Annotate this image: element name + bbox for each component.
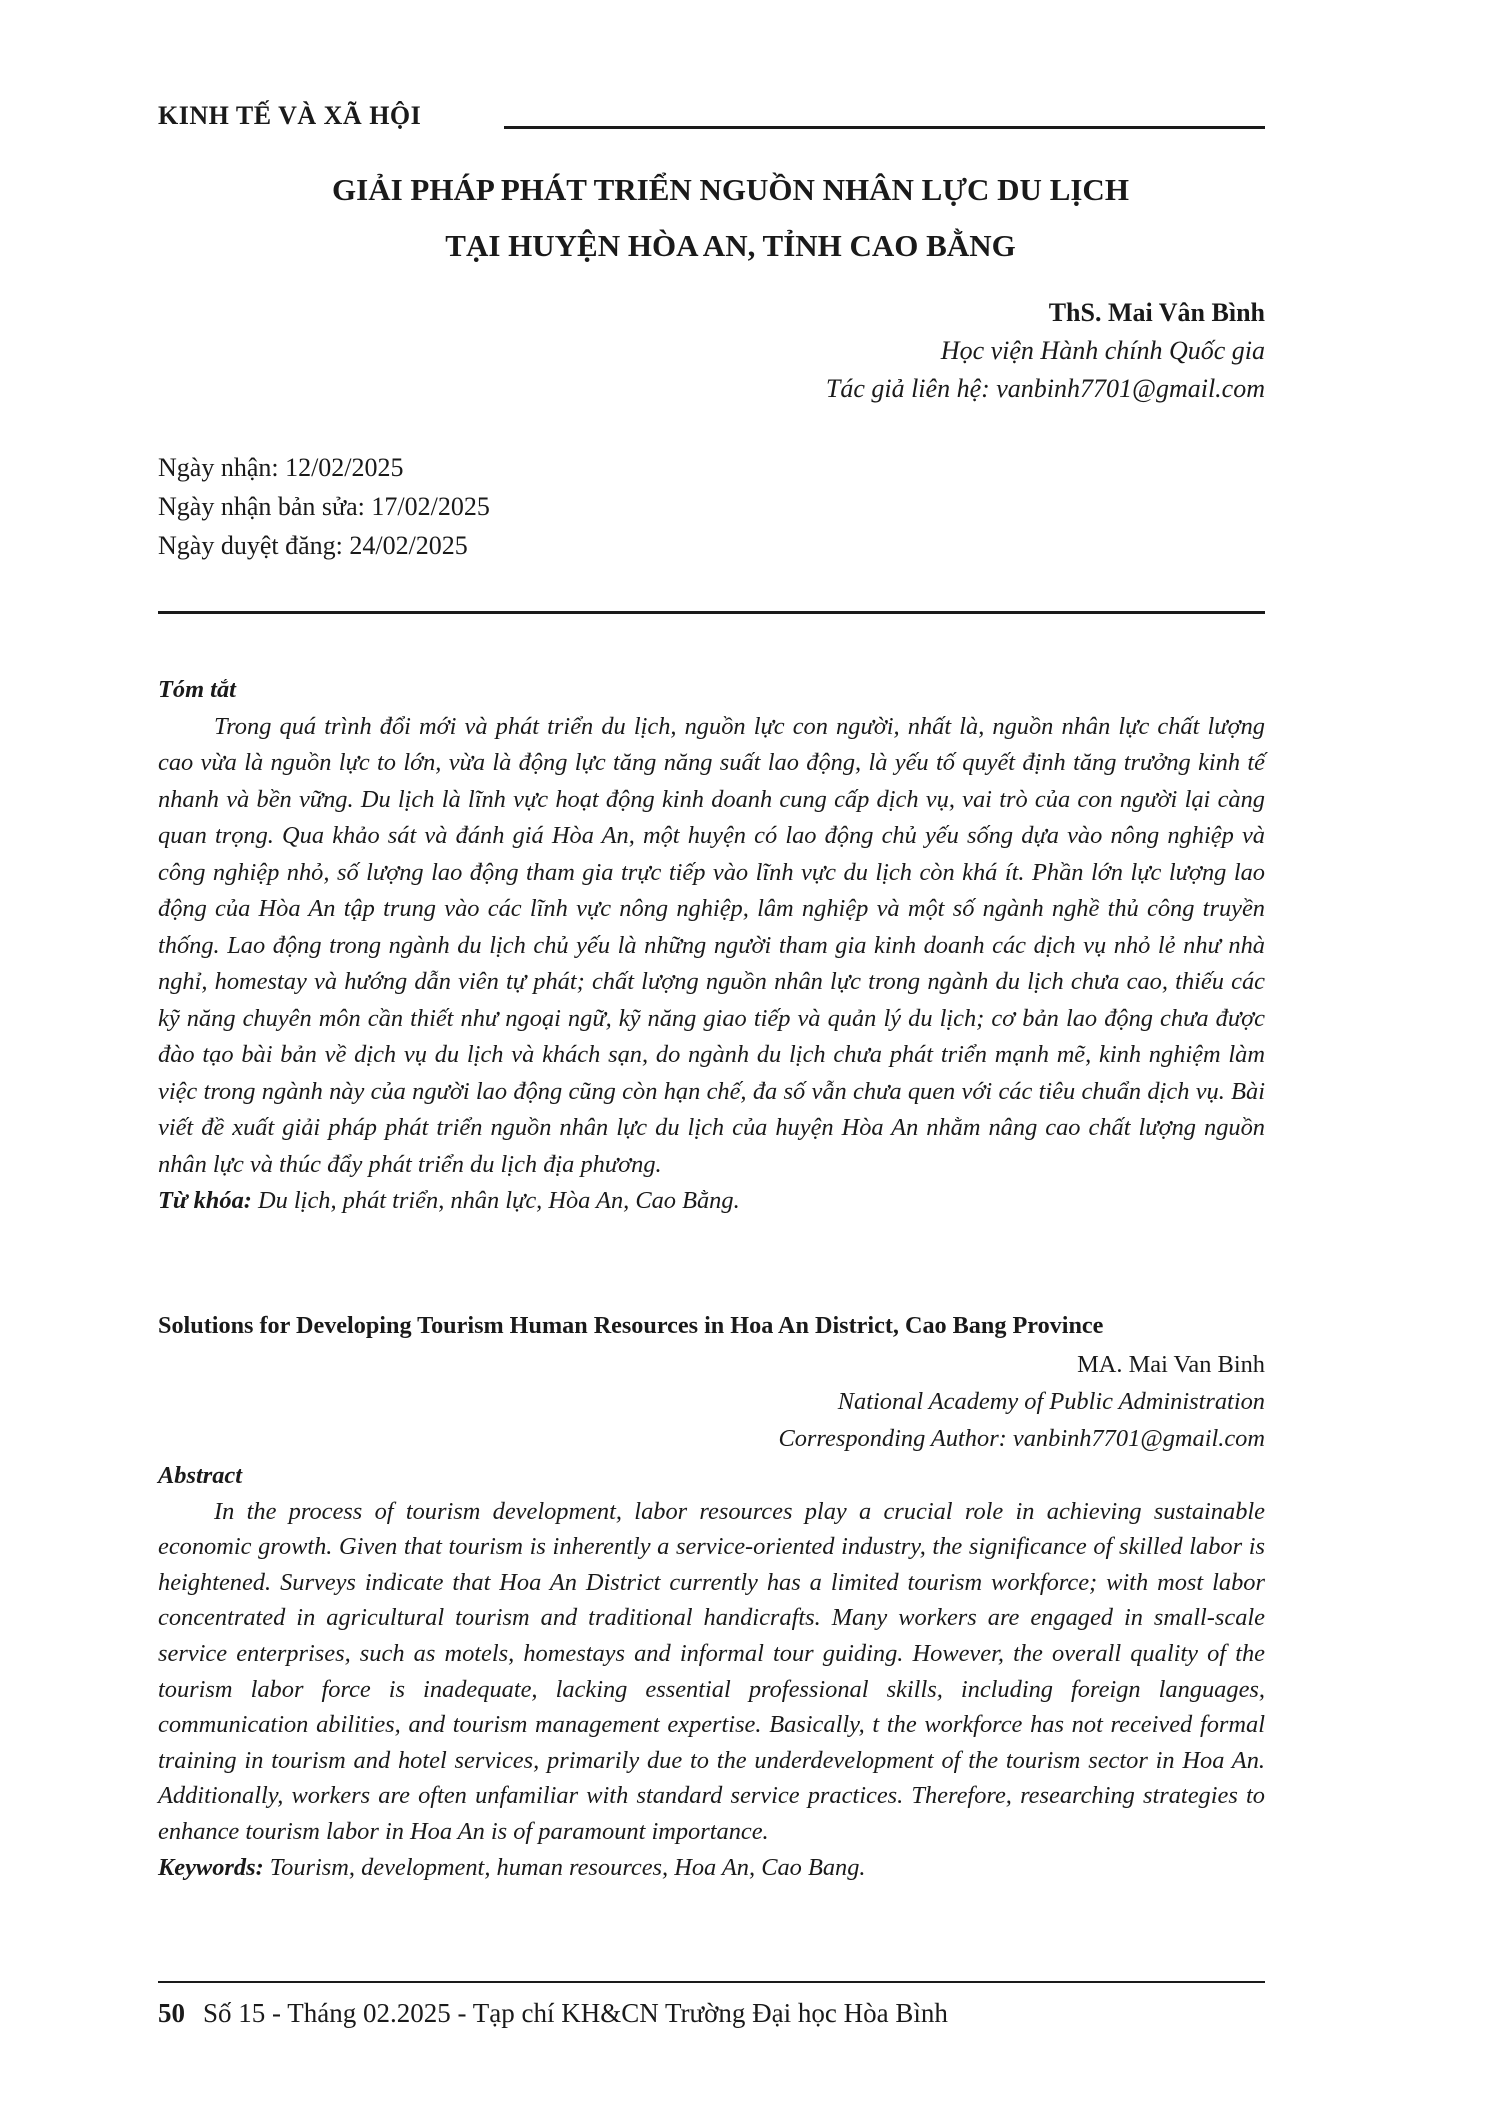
footer-rule <box>158 1981 1265 1983</box>
english-author-name: MA. Mai Van Binh <box>1077 1351 1265 1378</box>
abstract-en-heading: Abstract <box>158 1462 243 1489</box>
title-line-2: TẠI HUYỆN HÒA AN, TỈNH CAO BẰNG <box>445 228 1016 263</box>
english-title: Solutions for Developing Tourism Human Resources in Hoa An District, Cao Bang Province <box>158 1312 1104 1339</box>
keywords-en-text: Tourism, development, human resources, Hoa An, Cao Bang. <box>269 1853 866 1881</box>
page-number: 50 <box>158 1998 185 2028</box>
date-received: Ngày nhận: 12/02/2025 <box>158 453 404 482</box>
abstract-en-body: In the process of tourism development, labor resources play a crucial role in achieving sustainable economic growth. Given that tourism is inherently a service-oriented industry, the significance of skilled labor is heightened. Surveys indicate that Hoa An District currently has a limited tourism workforce; with most labor concentrated in agricultural tourism and traditional handicrafts. Many workers are engaged in small-scale service enterprises, such as motels, homestays and informal tour guiding. However, the overall quality of the tourism labor force is inadequate, lacking essential professional skills, including foreign languages, communication abilities, and tourism management expertise. Basically, t the workforce has not received formal training in tourism and hotel services, primarily due to the underdevelopment of the tourism sector in Hoa An. Additionally, workers are often unfamiliar with standard service practices. Therefore, researching strategies to enhance tourism labor in Hoa An is of paramount importance. <box>158 1497 1265 1845</box>
keywords-vn-text: Du lịch, phát triển, nhân lực, Hòa An, Cao Bằng. <box>258 1187 740 1214</box>
date-accepted: Ngày duyệt đăng: 24/02/2025 <box>158 531 468 560</box>
author-contact: Tác giả liên hệ: vanbinh7701@gmail.com <box>825 374 1265 403</box>
date-revised: Ngày nhận bản sửa: 17/02/2025 <box>158 492 490 521</box>
english-contact: Corresponding Author: vanbinh7701@gmail.com <box>778 1425 1265 1452</box>
keywords-vn <box>158 1183 1265 1220</box>
author-affiliation: Học viện Hành chính Quốc gia <box>940 336 1265 365</box>
section-rule <box>504 126 1265 129</box>
dates-block <box>158 448 490 565</box>
keywords-en <box>158 1850 1265 1886</box>
paper-page <box>158 0 1265 2126</box>
abstract-vn-heading: Tóm tắt <box>158 676 236 703</box>
english-affiliation: National Academy of Public Administration <box>837 1388 1265 1415</box>
page-footer <box>158 1998 948 2029</box>
keywords-vn-label: Từ khóa: <box>158 1187 252 1214</box>
keywords-en-label: Keywords: <box>158 1853 264 1881</box>
section-header <box>158 101 1265 137</box>
english-author-block <box>778 1346 1265 1457</box>
abstract-vn-body: Trong quá trình đổi mới và phát triển du lịch, nguồn lực con người, nhất là, nguồn nhân lực chất lượng cao vừa là nguồn lực to lớn, vừa là động lực tăng năng suất lao động, là yếu tố quyết định tăng trưởng kinh tế nhanh và bền vững. Du lịch là lĩnh vực hoạt động kinh doanh cung cấp dịch vụ, vai trò của con người lại càng quan trọng. Qua khảo sát và đánh giá Hòa An, một huyện có lao động chủ yếu sống dựa vào nông nghiệp và công nghiệp nhỏ, số lượng lao động tham gia trực tiếp vào lĩnh vực du lịch còn khá ít. Phần lớn lực lượng lao động của Hòa An tập trung vào các lĩnh vực nông nghiệp, lâm nghiệp và một số ngành nghề thủ công truyền thống. Lao động trong ngành du lịch chủ yếu là những người tham gia kinh doanh các dịch vụ nhỏ lẻ như nhà nghỉ, homestay và hướng dẫn viên tự phát; chất lượng nguồn nhân lực trong ngành du lịch chưa cao, thiếu các kỹ năng chuyên môn cần thiết như ngoại ngữ, kỹ năng giao tiếp và quản lý du lịch; cơ bản lao động chưa được đào tạo bài bản về dịch vụ du lịch và khách sạn, do ngành du lịch chưa phát triển mạnh mẽ, kinh nghiệm làm việc trong ngành này của người lao động cũng còn hạn chế, đa số vẫn chưa quen với các tiêu chuẩn dịch vụ. Bài viết đề xuất giải pháp phát triển nguồn nhân lực du lịch của huyện Hòa An nhằm nâng cao chất lượng nguồn nhân lực và thúc đẩy phát triển du lịch địa phương. <box>158 712 1265 1178</box>
author-name: ThS. Mai Vân Bình <box>1048 298 1265 327</box>
paper-title <box>158 162 1265 274</box>
title-line-1: GIẢI PHÁP PHÁT TRIỂN NGUỒN NHÂN LỰC DU LỊCH <box>332 172 1129 207</box>
abstract-english <box>158 1458 1265 1885</box>
divider-rule <box>158 611 1265 614</box>
footer-text: Số 15 - Tháng 02.2025 - Tạp chí KH&CN Trường Đại học Hòa Bình <box>203 1998 948 2028</box>
author-block <box>826 294 1265 408</box>
section-label: KINH TẾ VÀ XÃ HỘI <box>158 101 422 130</box>
abstract-vietnamese <box>158 672 1265 1220</box>
